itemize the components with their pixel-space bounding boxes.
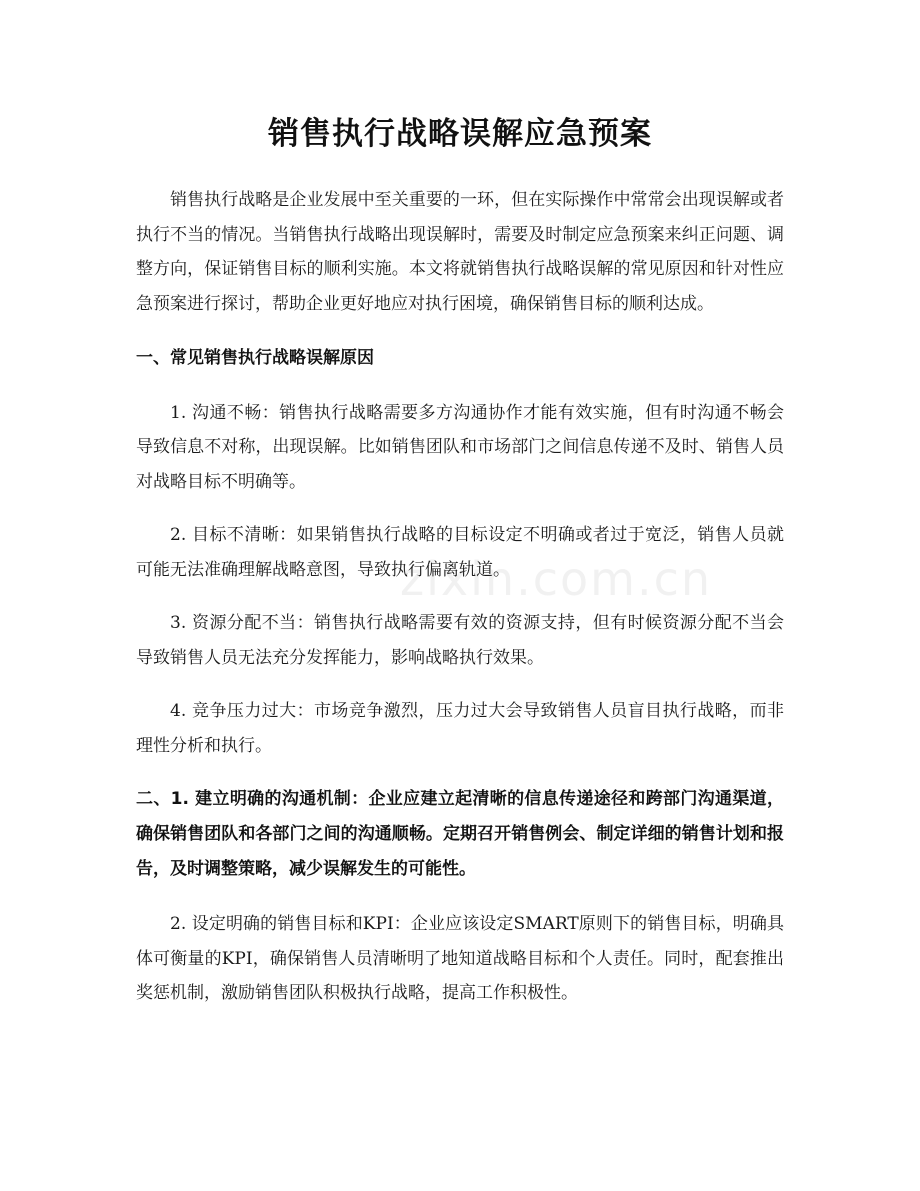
document-body (136, 183, 784, 1030)
intro-paragraph: 销售执行战略是企业发展中至关重要的一环，但在实际操作中常常会出现误解或者执行不当的情况。当销售执行战略出现误解时，需要及时制定应急预案来纠正问题、调整方向，保证销售目标的顺利实施。本文将就销售执行战略误解的常见原因和针对性应急预案进行探讨，帮助企业更好地应对执行困境，确保销售目标的顺利达成。 (136, 190, 784, 314)
document-title: 销售执行战略误解应急预案 (268, 116, 652, 152)
watermark-text: zixin.com.cn (400, 552, 713, 606)
section-heading-measures: 二、1. 建立明确的沟通机制：企业应建立起清晰的信息传递途径和跨部门沟通渠道，确保销售团队和各部门之间的沟通顺畅。定期召开销售例会、制定详细的销售计划和报告，及时调整策略，减少误解发生的可能性。 (136, 789, 784, 879)
section-heading-reasons: 一、常见销售执行战略误解原因 (136, 348, 374, 368)
measure-item-kpi: 2. 设定明确的销售目标和KPI：企业应该设定SMART原则下的销售目标，明确具体可衡量的KPI，确保销售人员清晰明了地知道战略目标和个人责任。同时，配套推出奖惩机制，激励销售团队积极执行战略，提高工作积极性。 (136, 914, 784, 1003)
reason-item-communication: 1. 沟通不畅：销售执行战略需要多方沟通协作才能有效实施，但有时沟通不畅会导致信息不对称，出现误解。比如销售团队和市场部门之间信息传递不及时、销售人员对战略目标不明确等。 (136, 402, 784, 492)
reason-item-competition: 4. 竞争压力过大：市场竞争激烈，压力过大会导致销售人员盲目执行战略，而非理性分析和执行。 (136, 701, 784, 756)
reason-item-resources: 3. 资源分配不当：销售执行战略需要有效的资源支持，但有时候资源分配不当会导致销售人员无法充分发挥能力，影响战略执行效果。 (136, 613, 784, 668)
reason-item-goals: 2. 目标不清晰：如果销售执行战略的目标设定不明确或者过于宽泛，销售人员就可能无法准确理解战略意图，导致执行偏离轨道。 (136, 525, 784, 580)
